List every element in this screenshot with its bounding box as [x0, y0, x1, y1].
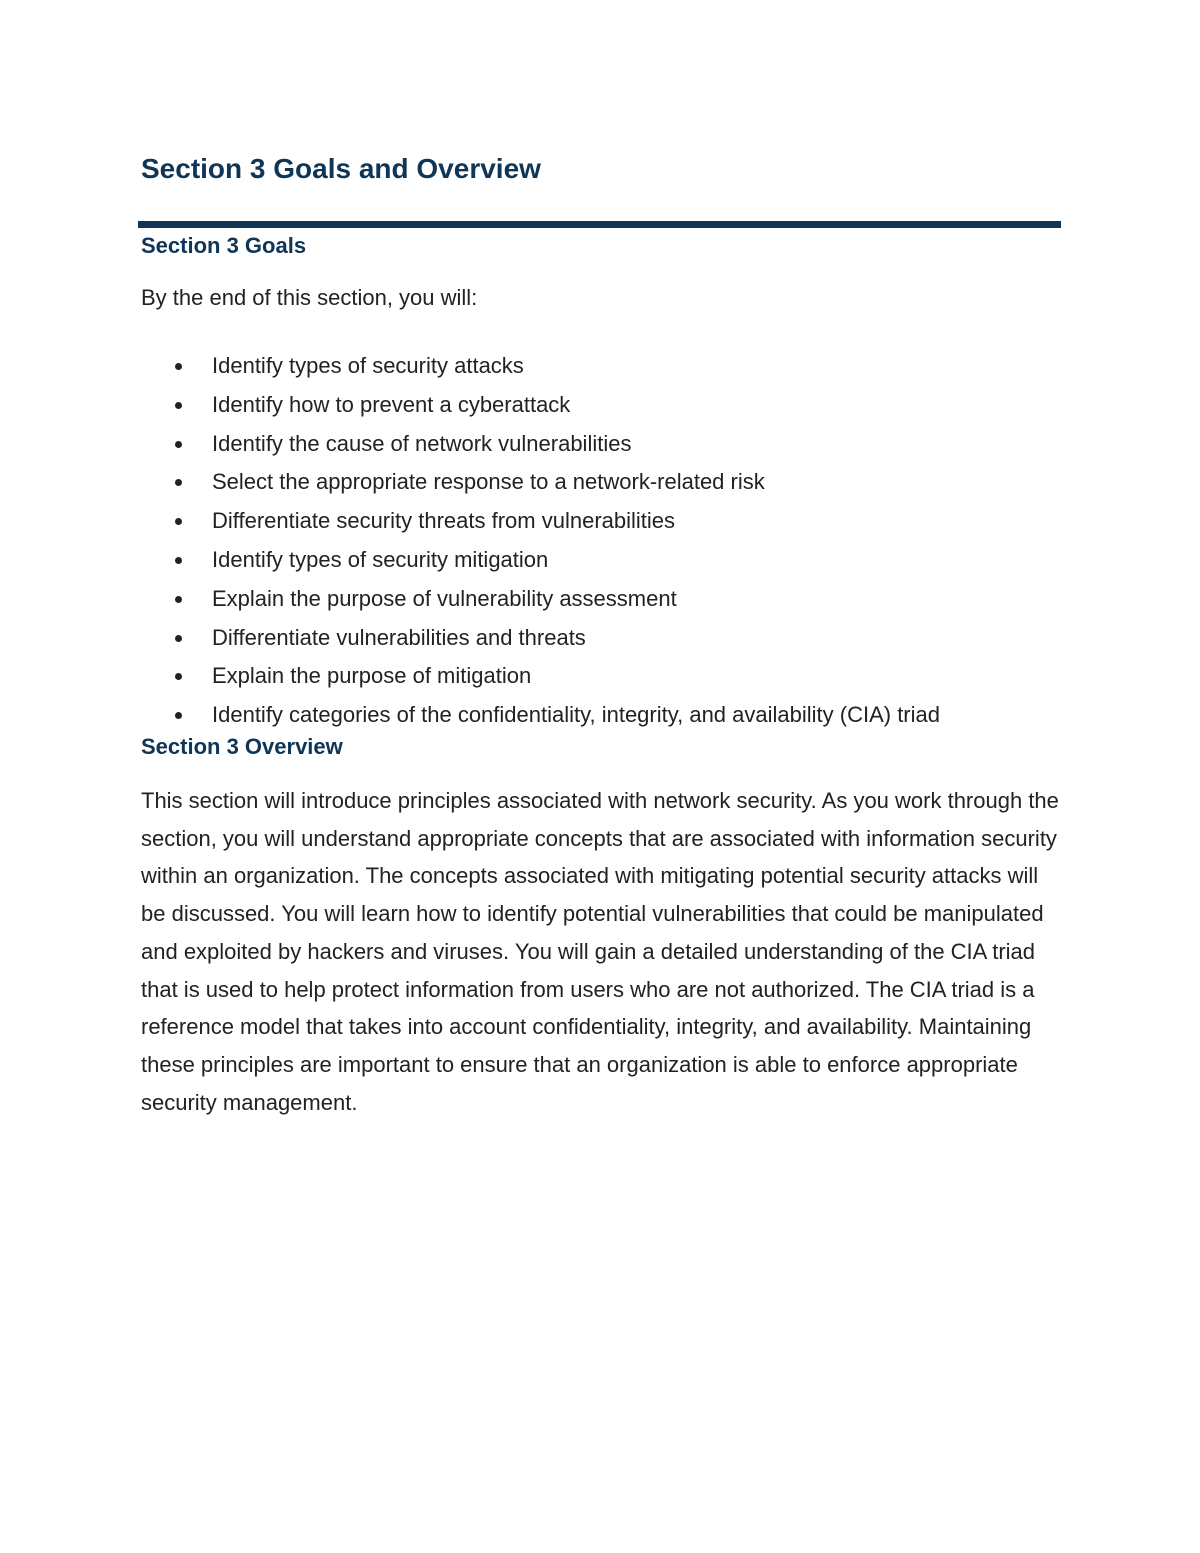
list-item [141, 463, 940, 502]
goals-list [141, 347, 940, 735]
bullet-icon [175, 635, 182, 642]
bullet-icon [175, 596, 182, 603]
page-title: Section 3 Goals and Overview [141, 153, 541, 184]
list-item-text: Identify types of security attacks [212, 353, 524, 378]
list-item [141, 425, 940, 464]
bullet-icon [175, 557, 182, 564]
overview-paragraph: This section will introduce principles associated with network security. As you work through the section, you will understand appropriate concepts that are associated with information security within an organization. The concepts associated with mitigating potential security attacks will be discussed. You will learn how to identify potential vulnerabilities that could be manipulated and exploited by hackers and viruses. You will gain a detailed understanding of the CIA triad that is used to help protect information from users who are not authorized. The CIA triad is a reference model that takes into account confidentiality, integrity, and availability. Maintaining these principles are important to ensure that an organization is able to enforce appropriate security management. [141, 788, 1059, 1115]
list-item-text: Select the appropriate response to a network-related risk [212, 469, 765, 495]
bullet-icon [175, 441, 182, 448]
bullet-icon [175, 402, 182, 409]
goals-intro: By the end of this section, you will: [141, 285, 478, 310]
bullet-icon [175, 673, 182, 680]
list-item [141, 619, 940, 658]
list-item [141, 541, 940, 580]
list-item-text: Identify how to prevent a cyberattack [212, 391, 571, 417]
list-item [141, 696, 940, 735]
title-divider [138, 221, 1061, 228]
list-item [141, 657, 940, 696]
bullet-icon [175, 518, 182, 525]
list-item-text: Differentiate vulnerabilities and threats [212, 624, 586, 650]
overview-heading: Section 3 Overview [141, 734, 343, 759]
list-item-text: Differentiate security threats from vulnerabilities [212, 508, 676, 534]
list-item [141, 347, 940, 386]
list-item [141, 580, 940, 619]
goals-heading: Section 3 Goals [141, 233, 307, 258]
list-item-text: Explain the purpose of vulnerability assessment [212, 585, 677, 611]
list-item-text: Identify categories of the confidentiality, integrity, and availability (CIA) triad [212, 702, 940, 728]
bullet-icon [175, 363, 182, 370]
list-item-text: Explain the purpose of mitigation [212, 663, 532, 689]
list-item [141, 386, 940, 425]
list-item-text: Identify types of security mitigation [212, 546, 549, 572]
bullet-icon [175, 712, 182, 719]
bullet-icon [175, 479, 182, 486]
list-item [141, 502, 940, 541]
list-item-text: Identify the cause of network vulnerabilities [212, 430, 632, 456]
